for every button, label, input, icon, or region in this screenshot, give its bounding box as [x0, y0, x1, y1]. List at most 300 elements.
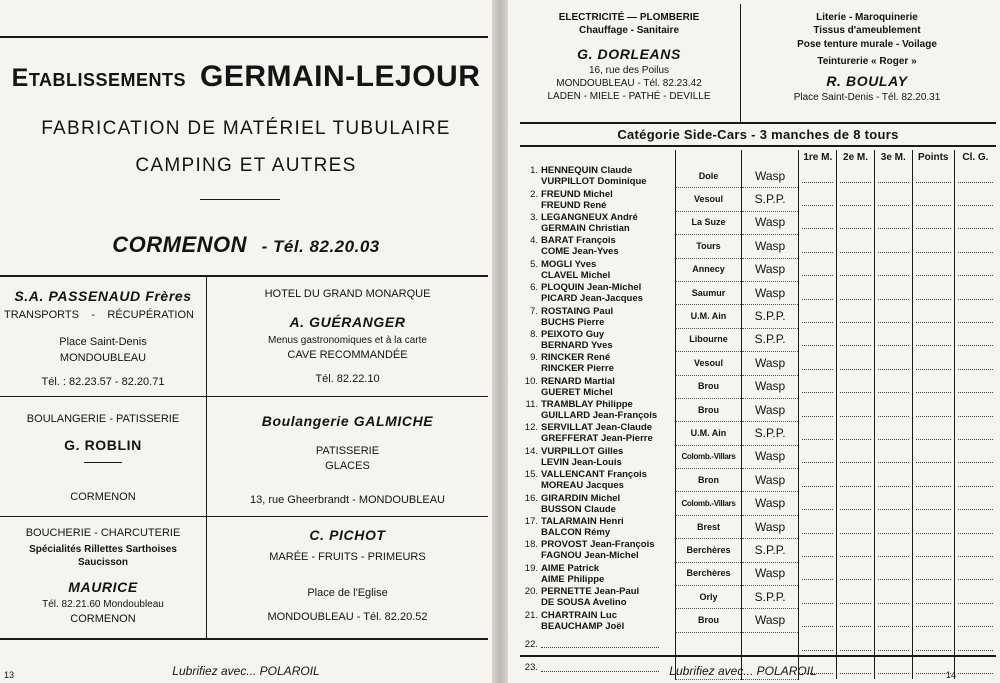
rider-cell	[522, 165, 676, 188]
score-classement	[954, 445, 996, 468]
rider-cell	[522, 469, 676, 492]
score-m2	[837, 211, 875, 234]
pichot-line2: Place de l'Eglise	[307, 587, 388, 599]
score-m3	[874, 539, 912, 562]
city-cell: Orly	[676, 586, 741, 609]
city-cell: La Suze	[676, 211, 741, 234]
passenaud-block	[0, 288, 206, 388]
score-m1	[799, 515, 837, 538]
rider-cell	[522, 632, 676, 655]
pilot-name: RENARD Martial	[541, 375, 615, 387]
score-m2	[837, 165, 875, 188]
score-m2	[837, 258, 875, 281]
score-m2	[837, 328, 875, 351]
score-points	[912, 492, 954, 515]
table-row	[522, 562, 996, 585]
rider-passenger: AIME Philippe	[541, 573, 605, 585]
pilot-name: FREUND Michel	[541, 188, 613, 200]
roblin-trade: BOULANGERIE - PATISSERIE	[26, 413, 180, 425]
score-m1	[799, 609, 837, 632]
score-classement	[954, 352, 996, 375]
rider-cell	[522, 211, 676, 234]
rider-passenger: BUSSON Claude	[541, 503, 616, 515]
pilot-name: AIME Patrick	[541, 562, 600, 574]
maurice-line2: Saucisson	[77, 557, 129, 568]
divider	[200, 199, 280, 200]
rider-pilot	[522, 493, 675, 504]
pichot-block	[207, 527, 488, 623]
rider-passenger: MOREAU Jacques	[541, 480, 624, 492]
rider-pilot	[522, 422, 675, 433]
score-m1	[799, 235, 837, 258]
moto-cell: Wasp	[741, 375, 799, 398]
moto-cell: S.P.P.	[741, 586, 799, 609]
score-m2	[837, 445, 875, 468]
score-classement	[954, 398, 996, 421]
rider-pilot	[522, 399, 675, 410]
roblin-town: CORMENON	[70, 491, 136, 503]
entry-number: 22.	[524, 638, 538, 650]
score-m1	[799, 352, 837, 375]
score-points	[912, 398, 954, 421]
boulay-addr: Place Saint-Denis - Tél. 82.20.31	[793, 92, 941, 103]
city-cell: Vesoul	[676, 188, 741, 211]
rider-passenger: GREFFERAT Jean-Pierre	[541, 433, 653, 445]
dorleans-line2: Chauffage - Sanitaire	[578, 25, 680, 36]
moto-cell: Wasp	[741, 469, 799, 492]
city-cell: Libourne	[676, 328, 741, 351]
moto-cell: S.P.P.	[741, 539, 799, 562]
rider-passenger: RINCKER Pierre	[541, 363, 614, 375]
score-points	[912, 445, 954, 468]
score-classement	[954, 632, 996, 655]
grid-rule-1	[0, 396, 488, 397]
rider-pilot	[522, 259, 675, 270]
score-m2	[837, 539, 875, 562]
score-classement	[954, 188, 996, 211]
table-row	[522, 422, 996, 445]
maurice-block	[0, 527, 206, 625]
boulay-name: R. BOULAY	[826, 73, 908, 89]
pilot-name: ROSTAING Paul	[541, 305, 614, 317]
moto-cell: Wasp	[741, 235, 799, 258]
company-title	[0, 60, 492, 94]
hotel-name: HOTEL DU GRAND MONARQUE	[264, 288, 431, 300]
maurice-line1: Spécialités Rillettes Sarthoises	[29, 544, 177, 555]
pilot-name: MOGLI Yves	[541, 258, 597, 270]
entry-number: 8.	[530, 328, 538, 340]
dorleans-name: G. DORLEANS	[577, 46, 681, 62]
galmiche-line1: PATISSERIE	[315, 445, 380, 457]
rider-cell	[522, 235, 676, 258]
score-m3	[874, 445, 912, 468]
score-classement	[954, 609, 996, 632]
rider-cell	[522, 586, 676, 609]
entry-number: 9.	[530, 352, 538, 364]
score-points	[912, 328, 954, 351]
category-top-rule	[520, 122, 996, 124]
city-cell: Brou	[676, 398, 741, 421]
score-m1	[799, 398, 837, 421]
pichot-line3: MONDOUBLEAU - Tél. 82.20.52	[267, 611, 428, 623]
score-classement	[954, 469, 996, 492]
score-m1	[799, 469, 837, 492]
rider-pilot	[522, 610, 675, 621]
score-points	[912, 562, 954, 585]
score-m3	[874, 515, 912, 538]
score-m2	[837, 469, 875, 492]
col-m1: 1re M.	[799, 150, 837, 165]
gueranger-line1: Menus gastronomiques et à la carte	[268, 335, 427, 346]
table-row	[522, 305, 996, 328]
table-row	[522, 515, 996, 538]
score-m3	[874, 375, 912, 398]
city-cell: Brou	[676, 375, 741, 398]
score-m2	[837, 609, 875, 632]
rider-cell	[522, 305, 676, 328]
moto-cell: Wasp	[741, 211, 799, 234]
dorleans-block	[520, 12, 738, 102]
moto-cell: Wasp	[741, 258, 799, 281]
town: CORMENON	[112, 232, 248, 257]
table-row	[522, 492, 996, 515]
score-points	[912, 235, 954, 258]
table-row	[522, 165, 996, 188]
score-classement	[954, 539, 996, 562]
rider-passenger: BALCON Rémy	[541, 527, 611, 539]
score-m3	[874, 305, 912, 328]
score-points	[912, 375, 954, 398]
score-m2	[837, 492, 875, 515]
city-cell: Bron	[676, 469, 741, 492]
maurice-name: MAURICE	[68, 579, 138, 595]
rider-cell	[522, 445, 676, 468]
entry-number: 19.	[524, 562, 538, 574]
trade-dash: -	[91, 309, 96, 321]
score-m3	[874, 235, 912, 258]
rider-pilot	[522, 376, 675, 387]
roblin-name: G. ROBLIN	[64, 437, 142, 453]
table-row	[522, 188, 996, 211]
rider-pilot	[522, 306, 675, 317]
rider-cell	[522, 281, 676, 304]
rider-pilot	[522, 282, 675, 293]
rider-passenger: BERNARD Yves	[541, 339, 613, 351]
entry-number: 21.	[524, 609, 538, 621]
score-m1	[799, 281, 837, 304]
score-points	[912, 305, 954, 328]
score-m3	[874, 352, 912, 375]
rider-pilot	[522, 165, 675, 176]
page-number-right: 14	[946, 670, 957, 680]
entry-number: 12.	[524, 422, 538, 434]
score-m1	[799, 328, 837, 351]
galmiche-block	[207, 413, 488, 506]
rider-pilot	[522, 446, 675, 457]
score-m1	[799, 305, 837, 328]
score-m1	[799, 375, 837, 398]
score-m1	[799, 445, 837, 468]
score-classement	[954, 375, 996, 398]
grid-top-rule	[0, 275, 488, 277]
table-row	[522, 352, 996, 375]
city-cell	[676, 632, 741, 655]
entry-number: 7.	[530, 305, 538, 317]
blank-line	[541, 639, 659, 648]
score-m3	[874, 165, 912, 188]
city-cell: Berchères	[676, 562, 741, 585]
score-m1	[799, 632, 837, 655]
score-m3	[874, 586, 912, 609]
dorleans-addr: 16, rue des Poilus	[588, 65, 670, 76]
moto-cell: Wasp	[741, 562, 799, 585]
rider-passenger: GERMAIN Christian	[541, 222, 630, 234]
score-m3	[874, 258, 912, 281]
city-cell: Saumur	[676, 281, 741, 304]
score-m1	[799, 211, 837, 234]
pilot-name: TRAMBLAY Philippe	[541, 399, 633, 411]
table-row	[522, 281, 996, 304]
pilot-name: LEGANGNEUX André	[541, 211, 638, 223]
city-cell: Berchères	[676, 539, 741, 562]
score-classement	[954, 258, 996, 281]
score-m1	[799, 539, 837, 562]
rider-pilot	[522, 539, 675, 550]
boulay-line4: Teinturerie « Roger »	[817, 56, 917, 67]
moto-cell: Wasp	[741, 492, 799, 515]
gueranger-line2: CAVE RECOMMANDÉE	[287, 349, 408, 361]
rider-cell	[522, 328, 676, 351]
rider-pilot	[522, 469, 675, 480]
score-m3	[874, 398, 912, 421]
score-points	[912, 188, 954, 211]
pilot-name: PROVOST Jean-François	[541, 539, 655, 551]
score-m1	[799, 562, 837, 585]
score-m2	[837, 235, 875, 258]
rider-passenger: FREUND René	[541, 199, 607, 211]
score-m3	[874, 281, 912, 304]
pilot-name: PLOQUIN Jean-Michel	[541, 282, 642, 294]
table-row	[522, 258, 996, 281]
pilot-name: HENNEQUIN Claude	[541, 165, 633, 177]
moto-cell: Wasp	[741, 352, 799, 375]
results-table	[522, 150, 996, 680]
entry-number: 10.	[524, 375, 538, 387]
table-row	[522, 469, 996, 492]
moto-cell: Wasp	[741, 515, 799, 538]
rider-passenger: GUILLARD Jean-François	[541, 410, 658, 422]
city-cell: Brou	[676, 609, 741, 632]
score-m1	[799, 188, 837, 211]
pichot-name: C. PICHOT	[309, 527, 386, 543]
city-cell: Annecy	[676, 258, 741, 281]
score-classement	[954, 211, 996, 234]
moto-cell: Wasp	[741, 398, 799, 421]
dorleans-line1: ELECTRICITÉ — PLOMBERIE	[558, 12, 700, 23]
galmiche-addr: 13, rue Gheerbrandt - MONDOUBLEAU	[249, 494, 446, 506]
score-points	[912, 258, 954, 281]
col-points: Points	[912, 150, 954, 165]
galmiche-name: Boulangerie GALMICHE	[261, 413, 434, 429]
entry-number: 15.	[524, 469, 538, 481]
blank-row	[522, 632, 996, 655]
table-row	[522, 398, 996, 421]
score-m2	[837, 562, 875, 585]
col-city	[676, 150, 741, 165]
pilot-name: RINCKER René	[541, 352, 611, 364]
pilot-name: VURPILLOT Gilles	[541, 445, 624, 457]
rider-cell	[522, 375, 676, 398]
score-m3	[874, 188, 912, 211]
city-cell: Dole	[676, 165, 741, 188]
col-m2: 2e M.	[837, 150, 875, 165]
table-row	[522, 375, 996, 398]
score-m2	[837, 422, 875, 445]
moto-cell: Wasp	[741, 609, 799, 632]
score-m2	[837, 352, 875, 375]
rider-cell	[522, 515, 676, 538]
fabrication-line: FABRICATION DE MATÉRIEL TUBULAIRE	[41, 118, 451, 139]
city-cell: Colomb.-Villars	[676, 445, 741, 468]
rider-cell	[522, 539, 676, 562]
score-m3	[874, 609, 912, 632]
rider-passenger: DE SOUSA Avelino	[541, 597, 627, 609]
score-points	[912, 281, 954, 304]
maurice-town: CORMENON	[70, 613, 136, 625]
rider-pilot	[522, 189, 675, 200]
score-m3	[874, 562, 912, 585]
table-header	[522, 150, 996, 165]
score-points	[912, 609, 954, 632]
roblin-block	[0, 413, 206, 503]
score-m2	[837, 398, 875, 421]
score-m3	[874, 211, 912, 234]
score-m3	[874, 469, 912, 492]
passenaud-addr2: MONDOUBLEAU	[59, 352, 147, 364]
rider-passenger: LEVIN Jean-Louis	[541, 456, 622, 468]
moto-cell: S.P.P.	[741, 188, 799, 211]
pilot-name: GIRARDIN Michel	[541, 492, 621, 504]
pilot-name: TALARMAIN Henri	[541, 516, 624, 528]
table-row	[522, 609, 996, 632]
score-m2	[837, 515, 875, 538]
gueranger-name: A. GUÉRANGER	[289, 314, 406, 330]
city-cell: Colomb.-Villars	[676, 492, 741, 515]
moto-cell: Wasp	[741, 445, 799, 468]
entry-number: 3.	[530, 211, 538, 223]
score-points	[912, 165, 954, 188]
ad-divider	[740, 4, 741, 122]
rider-cell	[522, 492, 676, 515]
entry-number: 18.	[524, 539, 538, 551]
entry-number: 2.	[530, 188, 538, 200]
entry-number: 23.	[524, 661, 538, 673]
gueranger-phone: Tél. 82.22.10	[315, 373, 380, 385]
rider-pilot	[522, 235, 675, 246]
rider-cell	[522, 188, 676, 211]
city-cell: Vesoul	[676, 352, 741, 375]
score-points	[912, 539, 954, 562]
score-m3	[874, 328, 912, 351]
entry-number: 16.	[524, 492, 538, 504]
city-cell: Brest	[676, 515, 741, 538]
pilot-name: CHARTRAIN Luc	[541, 609, 617, 621]
pichot-line1: MARÉE - FRUITS - PRIMEURS	[269, 551, 426, 563]
dorleans-brands: LADEN - MIELE - PATHÉ - DEVILLE	[547, 91, 711, 102]
rider-cell	[522, 422, 676, 445]
score-m2	[837, 375, 875, 398]
passenaud-name: S.A. PASSENAUD Frères	[14, 288, 192, 304]
score-points	[912, 586, 954, 609]
rider-passenger: CLAVEL Michel	[541, 269, 611, 281]
entry-number: 1.	[530, 165, 538, 177]
entry-number: 4.	[530, 235, 538, 247]
rider-passenger: PICARD Jean-Jacques	[541, 293, 643, 305]
rider-passenger: BUCHS Pierre	[541, 316, 605, 328]
entry-number: 20.	[524, 586, 538, 598]
rider-passenger: COME Jean-Yves	[541, 246, 619, 258]
maurice-trade: BOUCHERIE - CHARCUTERIE	[25, 527, 181, 539]
score-m1	[799, 422, 837, 445]
score-m3	[874, 422, 912, 445]
table-row	[522, 211, 996, 234]
rider-pilot	[522, 516, 675, 527]
table-row	[522, 328, 996, 351]
pilot-name: SERVILLAT Jean-Claude	[541, 422, 653, 434]
dorleans-town: MONDOUBLEAU - Tél. 82.23.42	[556, 78, 702, 89]
book-gutter	[492, 0, 508, 683]
roblin-divider	[84, 462, 122, 463]
city-cell: Tours	[676, 235, 741, 258]
top-rule	[0, 36, 488, 38]
moto-cell: Wasp	[741, 281, 799, 304]
score-classement	[954, 328, 996, 351]
moto-cell: S.P.P.	[741, 305, 799, 328]
footer-right: Lubrifiez avec... POLAROIL	[669, 664, 817, 678]
cormenon-line	[0, 232, 492, 258]
boulay-line3: Pose tenture murale - Voilage	[797, 39, 937, 50]
footer-left: Lubrifiez avec... POLAROIL	[172, 664, 320, 678]
entry-number: 14.	[524, 445, 538, 457]
city-cell: U.M. Ain	[676, 422, 741, 445]
gueranger-block	[207, 288, 488, 385]
grid-bottom-rule	[0, 638, 488, 640]
entry-number: 5.	[530, 258, 538, 270]
passenaud-phone: Tél. : 82.23.57 - 82.20.71	[41, 376, 165, 388]
right-page	[508, 0, 1000, 683]
score-classement	[954, 562, 996, 585]
rider-cell	[522, 562, 676, 585]
rider-pilot	[522, 586, 675, 597]
score-m1	[799, 165, 837, 188]
rider-cell	[522, 352, 676, 375]
city-cell: U.M. Ain	[676, 305, 741, 328]
pilot-name: PERNETTE Jean-Paul	[541, 586, 640, 598]
score-points	[912, 422, 954, 445]
etab-prefix: Etablissements	[11, 64, 186, 92]
score-m2	[837, 586, 875, 609]
left-page	[0, 0, 492, 683]
col-m3: 3e M.	[874, 150, 912, 165]
passenaud-trades	[0, 309, 206, 321]
moto-cell: S.P.P.	[741, 328, 799, 351]
phone: - Tél. 82.20.03	[261, 237, 380, 256]
entry-number: 11.	[525, 399, 538, 411]
rider-pilot	[522, 563, 675, 574]
score-m1	[799, 492, 837, 515]
maurice-phone: Tél. 82.21.60 Mondoubleau	[42, 599, 164, 610]
moto-cell: S.P.P.	[741, 422, 799, 445]
